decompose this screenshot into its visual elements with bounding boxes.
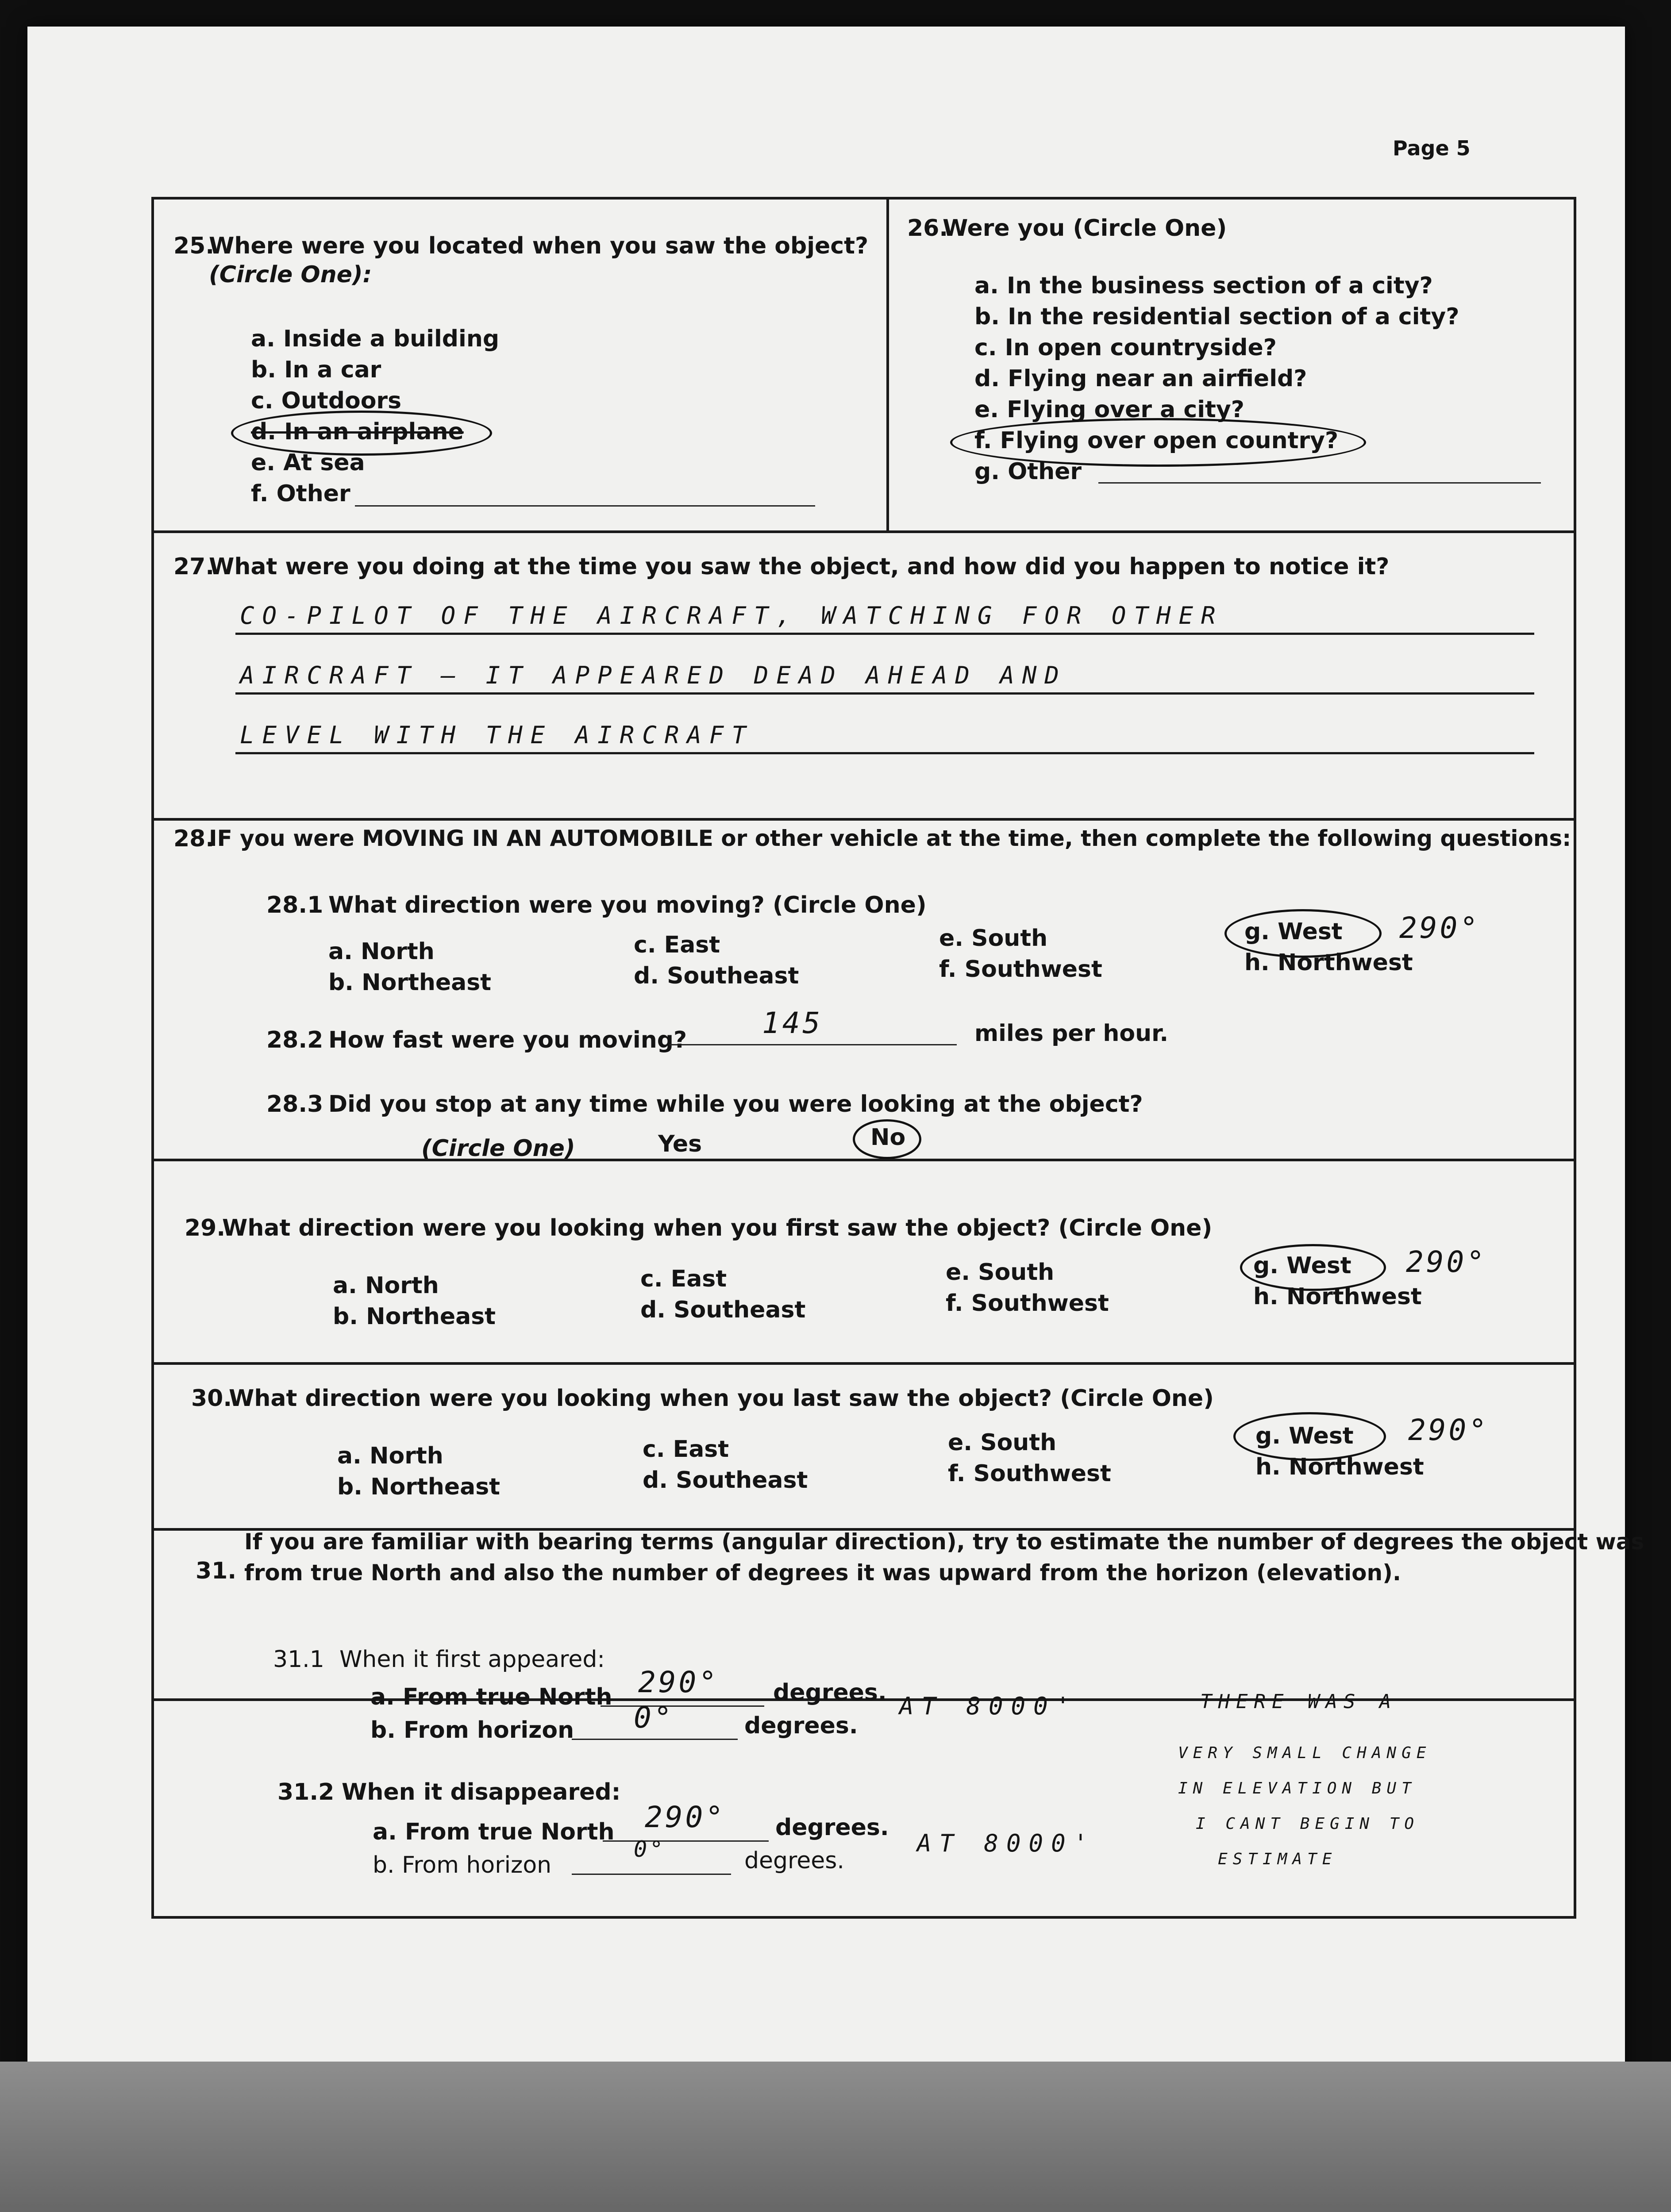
side-note-line-3: IN ELEVATION BUT (1178, 1779, 1417, 1797)
subquestion-text: How fast were you moving? (328, 1027, 687, 1053)
option-e[interactable]: e. South (939, 925, 1048, 952)
question-number: 29. (185, 1215, 226, 1241)
option-c[interactable]: c. East (634, 932, 720, 958)
instruction-text: (Circle One): (209, 261, 372, 288)
from-horizon-label: b. From horizon (373, 1852, 552, 1878)
handwritten-note: 290° (1406, 1245, 1487, 1279)
option-a[interactable]: a. In the business section of a city? (974, 273, 1433, 299)
question-text-line-2: from true North and also the number of degrees it was upward from the horizon (elevation). (244, 1560, 1401, 1586)
subquestion-number: 31.1 (273, 1646, 324, 1673)
question-text: Where were you located when you saw the object? (209, 233, 869, 259)
option-h[interactable]: h. Northwest (1253, 1283, 1422, 1310)
subquestion-number: 28.3 (266, 1091, 323, 1118)
question-number: 25. (173, 233, 215, 259)
option-c[interactable]: c. East (640, 1266, 727, 1292)
selection-circle (853, 1119, 921, 1159)
answer-yes[interactable]: Yes (658, 1131, 702, 1157)
subquestion-number: 28.1 (266, 892, 323, 918)
question-number: 30. (191, 1385, 232, 1412)
option-e[interactable]: e. South (946, 1259, 1055, 1286)
option-b[interactable]: b. Northeast (337, 1474, 501, 1500)
question-text: What direction were you looking when you last saw the object? (Circle One) (229, 1385, 1214, 1412)
option-b[interactable]: b. Northeast (333, 1303, 496, 1330)
option-f-selected[interactable]: f. Flying over open country? (974, 427, 1339, 454)
speed-blank[interactable] (669, 1044, 957, 1045)
selection-circle (1240, 1244, 1386, 1291)
side-note-line-1: THERE WAS A (1200, 1690, 1398, 1713)
option-b[interactable]: b. In a car (251, 357, 381, 383)
page-label: Page 5 (1393, 136, 1471, 160)
altitude-note: AT 8000' (899, 1692, 1078, 1720)
side-note-line-4: I CANT BEGIN TO (1196, 1815, 1420, 1833)
option-g-selected[interactable]: g. West (1253, 1252, 1351, 1279)
option-g-selected[interactable]: g. West (1244, 918, 1343, 945)
question-text: Were you (Circle One) (943, 215, 1227, 242)
option-g-selected[interactable]: g. West (1255, 1423, 1354, 1449)
elevation-answer: 0° (634, 1836, 666, 1862)
option-f[interactable]: f. Southwest (948, 1460, 1111, 1487)
selection-circle (950, 418, 1366, 467)
option-f[interactable]: f. Southwest (946, 1290, 1109, 1317)
option-a[interactable]: a. North (328, 938, 435, 965)
from-true-north-label: a. From true North (370, 1684, 612, 1710)
answer-rule (235, 752, 1534, 754)
question-text-line-1: If you are familiar with bearing terms (angular direction), try to estimate the number of degrees the object was (244, 1529, 1644, 1555)
question-text: What direction were you looking when you first saw the object? (Circle One) (222, 1215, 1213, 1241)
answer-line-2: AIRCRAFT — IT APPEARED DEAD AHEAD AND (240, 661, 1067, 689)
unit-label: miles per hour. (974, 1020, 1169, 1047)
question-number: 31. (196, 1558, 237, 1584)
from-true-north-label: a. From true North (373, 1819, 615, 1845)
handwritten-note: 290° (1399, 911, 1480, 945)
column-divider (886, 200, 889, 530)
elevation-answer: 0° (634, 1701, 674, 1735)
answer-line-3: LEVEL WITH THE AIRCRAFT (240, 721, 754, 749)
option-h[interactable]: h. Northwest (1255, 1454, 1424, 1480)
handwritten-note: 290° (1408, 1413, 1489, 1447)
section-divider (154, 1159, 1574, 1161)
altitude-note: AT 8000' (917, 1829, 1096, 1857)
other-blank[interactable] (1098, 482, 1541, 484)
selection-circle (1233, 1412, 1386, 1461)
option-e[interactable]: e. At sea (251, 449, 365, 476)
option-g[interactable]: g. Other (974, 458, 1082, 485)
bearing-blank[interactable] (601, 1705, 764, 1707)
selection-circle (231, 411, 492, 456)
question-text: IF you were MOVING IN AN AUTOMOBILE or other vehicle at the time, then complete the following questions: (209, 826, 1571, 851)
option-d[interactable]: d. Southeast (640, 1297, 806, 1323)
other-blank[interactable] (355, 505, 815, 507)
section-divider (154, 818, 1574, 821)
option-f[interactable]: f. Southwest (939, 956, 1102, 983)
unit-label: degrees. (773, 1679, 887, 1706)
option-f[interactable]: f. Other (251, 480, 350, 507)
question-number: 28. (173, 826, 215, 852)
option-c[interactable]: c. In open countryside? (974, 334, 1277, 361)
question-number: 27. (173, 553, 215, 580)
answer-no-selected[interactable]: No (870, 1124, 906, 1151)
unit-label: degrees. (744, 1847, 844, 1874)
option-b[interactable]: b. Northeast (328, 969, 492, 996)
selection-circle (1224, 909, 1382, 958)
unit-label: degrees. (775, 1814, 889, 1841)
bearing-answer: 290° (638, 1665, 719, 1699)
unit-label: degrees. (744, 1713, 858, 1739)
bearing-blank[interactable] (603, 1840, 769, 1842)
subquestion-text: Did you stop at any time while you were looking at the object? (328, 1091, 1143, 1118)
subquestion-text: What direction were you moving? (Circle One) (328, 892, 927, 918)
answer-rule (235, 692, 1534, 695)
speed-answer: 145 (762, 1006, 823, 1040)
scanner-background (0, 2062, 1671, 2212)
option-d[interactable]: d. Flying near an airfield? (974, 365, 1307, 392)
instruction-text: (Circle One) (421, 1135, 575, 1162)
side-note-line-5: ESTIMATE (1218, 1850, 1337, 1868)
elevation-blank[interactable] (572, 1739, 738, 1740)
answer-rule (235, 633, 1534, 635)
option-c[interactable]: c. East (643, 1436, 729, 1463)
option-a[interactable]: a. North (333, 1272, 439, 1299)
subquestion-text: When it disappeared: (342, 1779, 621, 1805)
question-number: 26. (907, 215, 948, 242)
subquestion-number: 28.2 (266, 1027, 323, 1053)
side-note-line-2: VERY SMALL CHANGE (1178, 1744, 1432, 1762)
question-text: What were you doing at the time you saw the object, and how did you happen to notice it? (209, 553, 1390, 580)
from-horizon-label: b. From horizon (370, 1717, 574, 1743)
option-d[interactable]: d. Southeast (643, 1467, 808, 1494)
option-b[interactable]: b. In the residential section of a city? (974, 303, 1459, 330)
option-h[interactable]: h. Northwest (1244, 949, 1413, 976)
elevation-blank[interactable] (572, 1874, 731, 1875)
answer-line-1: CO-PILOT OF THE AIRCRAFT, WATCHING FOR OTHER (240, 602, 1224, 630)
subquestion-number: 31.2 (277, 1779, 335, 1805)
bearing-answer: 290° (645, 1800, 726, 1834)
section-divider (154, 530, 1574, 533)
option-c[interactable]: c. Outdoors (251, 388, 402, 414)
option-d[interactable]: d. Southeast (634, 963, 799, 989)
option-e[interactable]: e. South (948, 1429, 1057, 1456)
subquestion-text: When it first appeared: (339, 1646, 605, 1673)
option-d-selected[interactable]: d. In an airplane (251, 419, 464, 445)
option-a[interactable]: a. North (337, 1443, 443, 1469)
form-page (27, 27, 1644, 2088)
option-e[interactable]: e. Flying over a city? (974, 396, 1244, 423)
option-a[interactable]: a. Inside a building (251, 326, 500, 352)
section-divider (154, 1362, 1574, 1365)
